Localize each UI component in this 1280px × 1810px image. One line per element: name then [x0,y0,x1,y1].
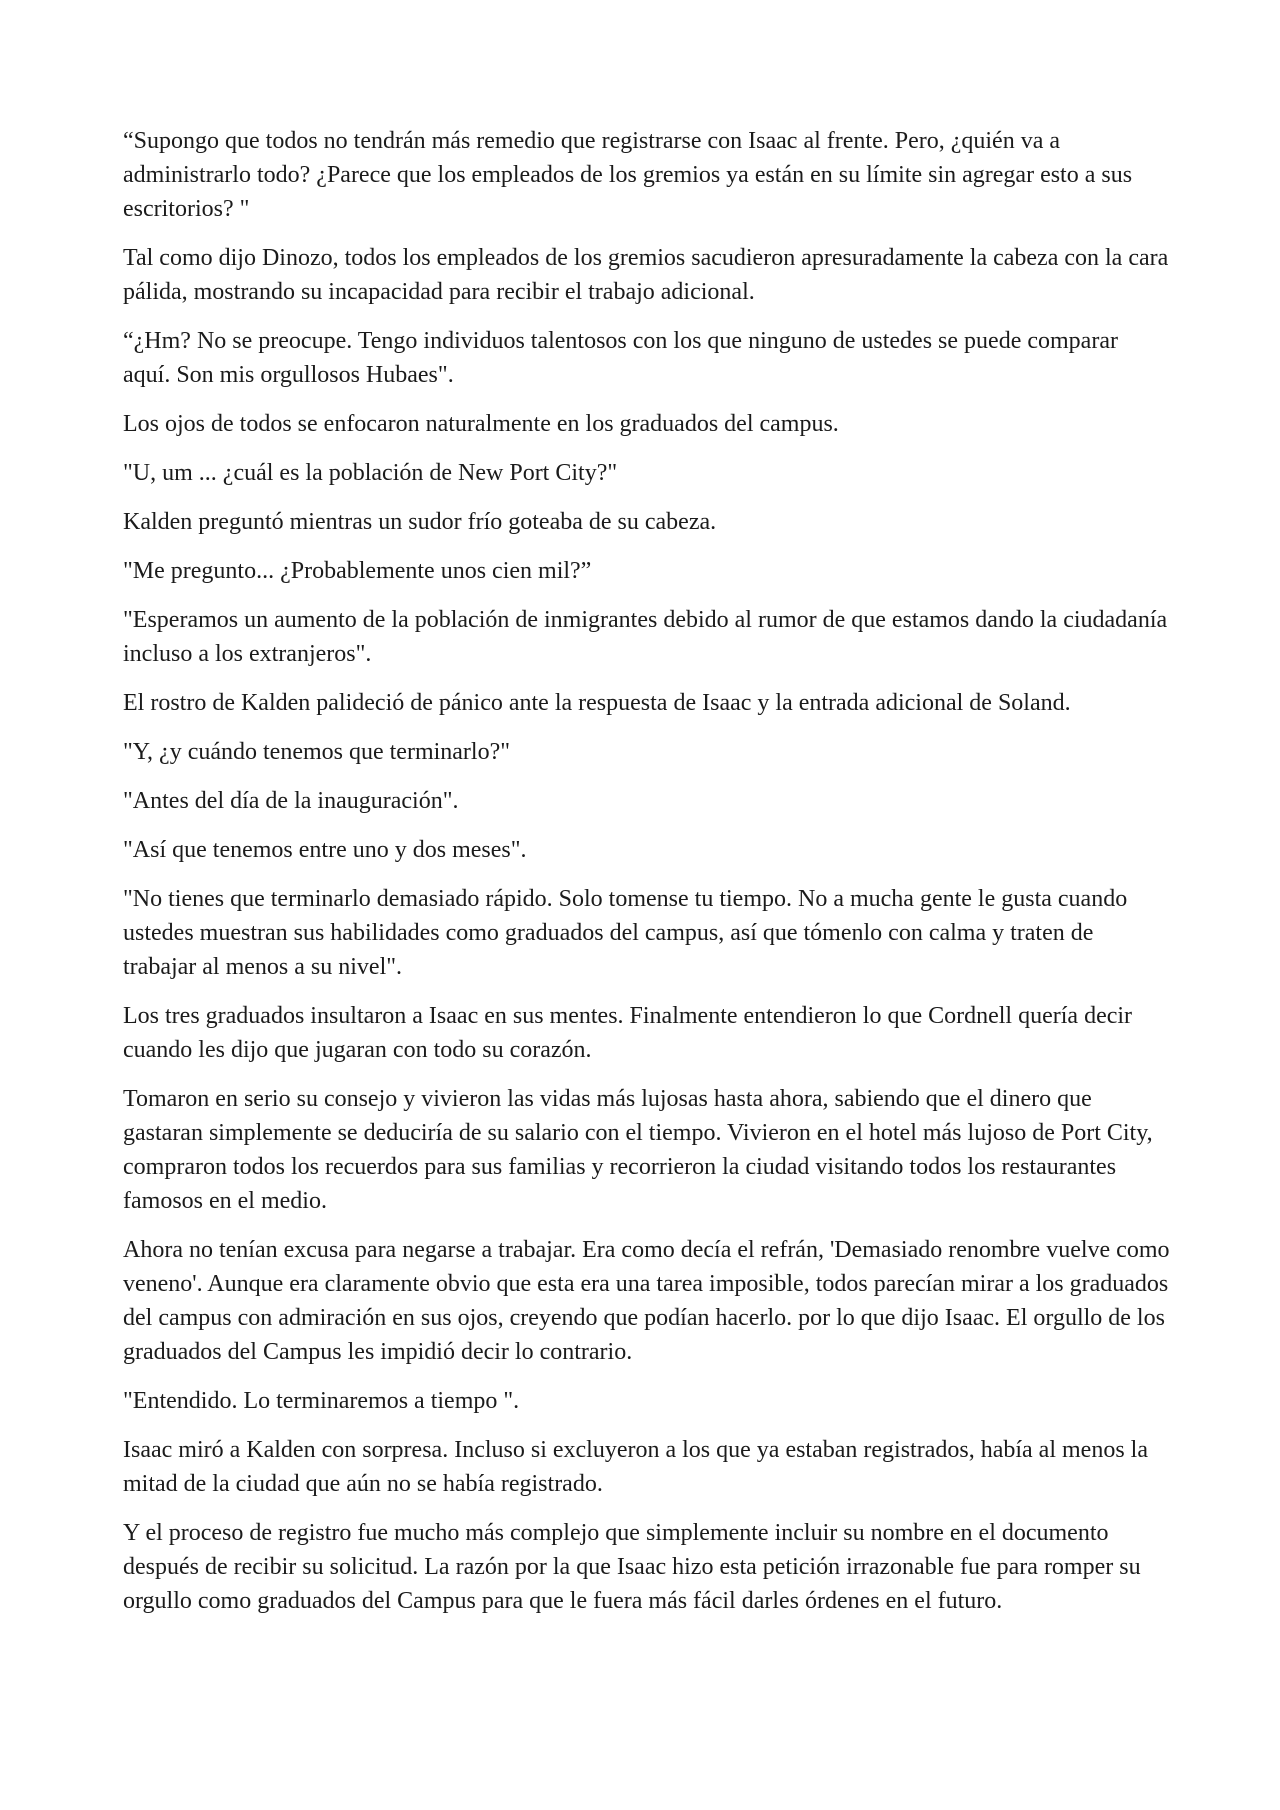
paragraph-18: Isaac miró a Kalden con sorpresa. Incluso si excluyeron a los que ya estaban registrados, había al menos la mitad de la ciudad que aún no se había registrado. [123,1437,1148,1497]
paragraph-8: "Esperamos un aumento de la población de inmigrantes debido al rumor de que estamos dando la ciudadanía incluso a los extranjeros". [123,607,1168,667]
paragraph-13: "No tienes que terminarlo demasiado rápido. Solo tomense tu tiempo. No a mucha gente le gusta cuando ustedes muestran sus habilidades como graduados del campus, así que tómenlo con calma y traten de trabajar al menos a su nivel". [123,886,1128,980]
paragraph-4: Los ojos de todos se enfocaron naturalmente en los graduados del campus. [123,411,839,437]
paragraph-11: "Antes del día de la inauguración". [123,788,459,814]
paragraph-7: "Me pregunto... ¿Probablemente unos cien mil?” [123,558,592,584]
paragraph-5: "U, um ... ¿cuál es la población de New Port City?" [123,460,618,486]
paragraph-19: Y el proceso de registro fue mucho más complejo que simplemente incluir su nombre en el documento después de recibir su solicitud. La razón por la que Isaac hizo esta petición irrazonable fue para romper su orgullo como graduados del Campus para que le fuera más fácil darles órdenes en el futuro. [123,1520,1141,1614]
paragraph-15: Tomaron en serio su consejo y vivieron las vidas más lujosas hasta ahora, sabiendo que el dinero que gastaran simplemente se deduciría de su salario con el tiempo. Vivieron en el hotel más lujoso de Port City, compraron todos los recuerdos para sus familias y recorrieron la ciudad visitando todos los restaurantes famosos en el medio. [123,1086,1153,1214]
paragraph-14: Los tres graduados insultaron a Isaac en sus mentes. Finalmente entendieron lo que Cordnell quería decir cuando les dijo que jugaran con todo su corazón. [123,1003,1133,1063]
paragraph-12: "Así que tenemos entre uno y dos meses". [123,837,527,863]
paragraph-9: El rostro de Kalden palideció de pánico ante la respuesta de Isaac y la entrada adicional de Soland. [123,690,1071,716]
paragraph-3: “¿Hm? No se preocupe. Tengo individuos talentosos con los que ninguno de ustedes se puede comparar aquí. Son mis orgullosos Hubaes". [123,328,1118,388]
paragraph-2: Tal como dijo Dinozo, todos los empleados de los gremios sacudieron apresuradamente la cabeza con la cara pálida, mostrando su incapacidad para recibir el trabajo adicional. [123,245,1169,305]
paragraph-17: "Entendido. Lo terminaremos a tiempo ". [123,1388,520,1414]
paragraph-6: Kalden preguntó mientras un sudor frío goteaba de su cabeza. [123,509,717,535]
document-body [123,124,1170,1618]
paragraph-16: Ahora no tenían excusa para negarse a trabajar. Era como decía el refrán, 'Demasiado renombre vuelve como veneno'. Aunque era claramente obvio que esta era una tarea imposible, todos parecían mirar a los graduados del campus con admiración en sus ojos, creyendo que podían hacerlo. por lo que dijo Isaac. El orgullo de los graduados del Campus les impidió decir lo contrario. [123,1237,1170,1365]
paragraph-1: “Supongo que todos no tendrán más remedio que registrarse con Isaac al frente. Pero, ¿quién va a administrarlo todo? ¿Parece que los empleados de los gremios ya están en su límite sin agregar esto a sus escritorios? " [123,128,1133,222]
paragraph-10: "Y, ¿y cuándo tenemos que terminarlo?" [123,739,511,765]
